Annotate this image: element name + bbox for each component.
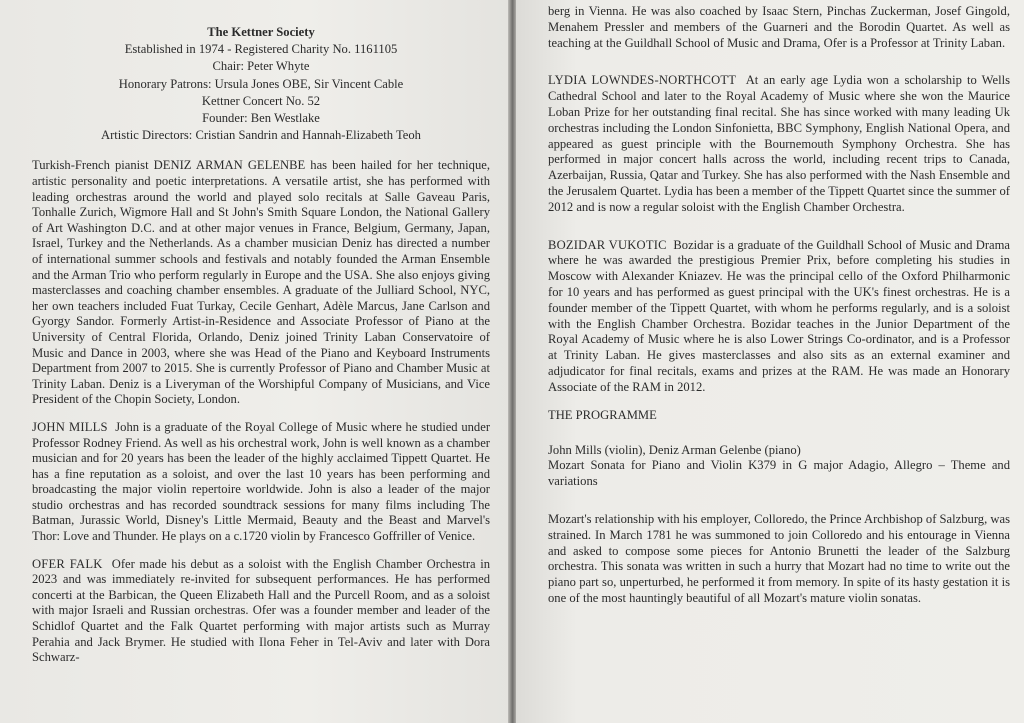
bio-text: Ofer made his debut as a soloist with the English Chamber Orchestra in 2023 and was immediately re-invited for subsequent performances. He has performed concerti at the Barbican, the Queen Elizabeth Hall and the Purcell Room, and as a soloist with major Israeli and Russian orchestras. Ofer was a founder member and leader of the Schidlof Quartet and the Falk Quartet performing with major artists such as Murray Perahia and Jack Brymer. He studied with Ilona Feher in Tel-Aviv and later with Dora Schwarz- <box>32 556 490 665</box>
bio-name: LYDIA LOWNDES-NORTHCOTT <box>548 73 737 88</box>
chair-line: Chair: Peter Whyte <box>212 59 310 74</box>
bio-text: John is a graduate of the Royal College of Music where he studied under Professor Rodney Friend. As well as his orchestral work, John is well known as a chamber musician and for 20 years has been the leader of the highly acclaimed Tippett Quartet. He has a fine reputation as a soloist, and over the last 10 years has been performing and broadcasting the major violin repertoire worldwide. John is also a leader of the major studio orchestras and has recorded soundtrack sessions for many films including The Batman, Jurassic World, Disney's Little Mermaid, Beauty and the Beast and Marvel's Thor: Love and Thunder. He plays on a c.1720 violin by Francesco Goffriller of Venice. <box>32 419 491 544</box>
programme-notes: Mozart's relationship with his employer, Colloredo, the Prince Archbishop of Salzburg, was strained. In March 1781 he was summoned to join Colloredo and his entourage in Vienna and asked to compose some pieces for Antonio Brunetti the leader of the Salzburg orchestra. This sonata was written in such a hurry that Mozart had no time to write out the piano part so, unperturbed, he performed it from memory. In spite of its hasty gestation it is one of the most hauntingly beautiful of all Mozart's mature violin sonatas. <box>548 511 1010 605</box>
concert-number: Kettner Concert No. 52 <box>201 93 321 108</box>
bio-text: At an early age Lydia won a scholarship to Wells Cathedral School and later to the Royal Academy of Music where she won the Maurice Loban Prize for her outstanding final recital. She has since worked with many leading Uk orchestras including the London Sinfonietta, BBC Symphony, English National Opera, and appeared as guest principle with the Bournemouth Symphony Orchestra. She has performed in major concert halls across the world, including recent trips to Canada, Azerbaijan, Russia, Qatar and Turkey. She has also performed with the Nash Ensemble and the Jerusalem Quartet. Lydia has been a member of the Tippett Quartet since the summer of 2012 and is now a regular soloist with the English Chamber Orchestra. <box>548 73 1011 214</box>
founder-line: Founder: Ben Westlake <box>202 111 320 126</box>
society-title: The Kettner Society <box>207 25 315 39</box>
patrons-line: Honorary Patrons: Ursula Jones OBE, Sir Vincent Cable <box>118 76 404 91</box>
bio-bozidar <box>548 238 1010 396</box>
right-page <box>516 0 1024 723</box>
bio-deniz: Turkish-French pianist DENIZ ARMAN GELENBE has been hailed for her technique, artistic personality and poetic interpretations. A versatile artist, she has performed with leading orchestras around the world and played solo recitals at Salle Gaveau Paris, Tonhalle Zurich, Wigmore Hall and St John's Smith Square London, the National Gallery of Art Washington D.C. and at other major venues in France, Belgium, Germany, Japan, Israel, Turkey and the Netherlands. As a chamber musician Deniz has directed a number of international summer schools and festivals and notably founded the Arman Ensemble and the Arman Trio who perform regularly in Europe and the USA. She also enjoys giving masterclasses and coaching chamber ensembles. A graduate of the Julliard School, NYC, her own teachers included Fuat Turkay, Cecile Genhart, Adèle Marcus, Jane Carlson and Gyorgy Sandor. Formerly Artist-in-Residence and Associate Professor of Piano at the University of Central Florida, Orlando, Deniz joined Trinity Laban Conservatoire of Music and Dance in 2003, where she was Head of the Piano and Keyboard Instruments Department from 2007 to 2015. She is currently Professor of Piano and Chamber Music at Trinity Laban. Deniz is a Liveryman of the Worshipful Company of Musicians, and Vice President of the Chopin Society, London. <box>32 158 490 407</box>
bio-name: BOZIDAR VUKOTIC <box>548 237 667 252</box>
society-header <box>32 24 490 144</box>
bio-ofer-falk <box>32 557 490 666</box>
programme-item <box>548 443 1010 490</box>
programme-performers: John Mills (violin), Deniz Arman Gelenbe (piano) <box>548 442 801 457</box>
directors-line: Artistic Directors: Cristian Sandrin and Hannah-Elizabeth Teoh <box>101 128 421 143</box>
programme-heading: THE PROGRAMME <box>548 407 657 422</box>
bio-ofer-continued: berg in Vienna. He was also coached by Isaac Stern, Pinchas Zuckerman, Josef Gingold, Menahem Pressler and members of the Guarneri and the Borodin Quartet. As well as teaching at the Guildhall School of Music and Drama, Ofer is a Professor at Trinity Laban. <box>548 4 1010 50</box>
bio-name: JOHN MILLS <box>32 419 108 434</box>
programme-work: Mozart Sonata for Piano and Violin K379 in G major Adagio, Allegro – Theme and variations <box>548 458 1010 489</box>
established-line: Established in 1974 - Registered Charity No. 1161105 <box>124 42 398 57</box>
bio-john-mills <box>32 420 490 545</box>
bio-lydia <box>548 73 1010 215</box>
bio-name: OFER FALK <box>32 556 103 571</box>
left-page <box>0 0 510 723</box>
bio-text: Bozidar is a graduate of the Guildhall School of Music and Drama where he was awarded the prestigious Premier Prix, before completing his studies in Moscow with Alexander Kniazev. He was the principal cello of the Oxford Philharmonic for 10 years and has performed as guest principal with the UK's finest orchestras. He is a founder member of the Tippett Quartet, with whom he performs regularly, and is a soloist with the English Chamber Orchestra. Bozidar teaches in the Junior Department of the Royal Academy of Music where he is also Lower Strings Co-ordinator, and is a Professor at Trinity Laban. He gives masterclasses and also sits as an external examiner and adjudicator for final recitals, exams and prizes at the RAM. He was made an Honorary Associate of the RAM in 2012. <box>548 237 1010 394</box>
